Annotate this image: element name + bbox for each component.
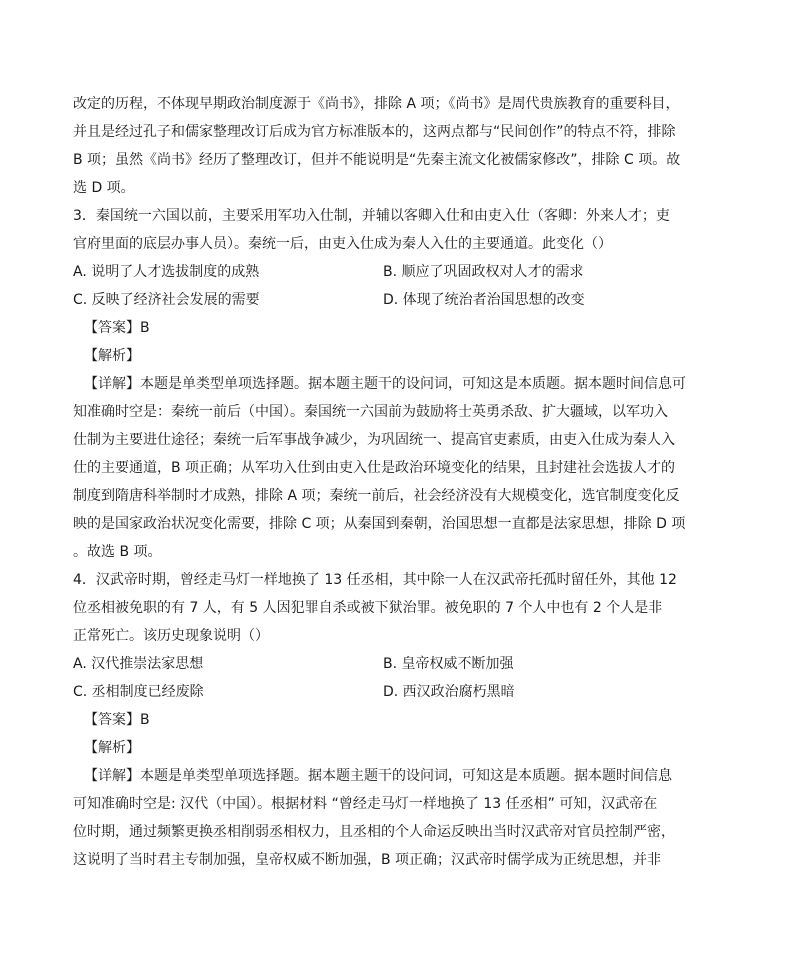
q3-detail-line: 制度到隋唐科举制时才成熟，排除 A 项；秦统一前后，社会经济没有大规模变化，选官制度变化反 — [73, 488, 680, 504]
paragraph-line: 改定的历程，不体现早期政治制度源于《尚书》，排除 A 项；《尚书》是周代贵族教育的重要科目， — [73, 96, 680, 112]
q3-answer: 【答案】B — [84, 320, 150, 336]
paragraph-line: 选 D 项。 — [73, 180, 135, 196]
question-3-stem: 3．秦国统一六国以前，主要采用军功入仕制，并辅以客卿入仕和由吏入仕（客卿：外来人才；吏 — [73, 208, 670, 224]
q4-option-b: B. 皇帝权威不断加强 — [383, 656, 514, 672]
q3-analysis-label: 【解析】 — [84, 348, 140, 364]
question-4-stem: 正常死亡。该历史现象说明（） — [73, 628, 269, 644]
q4-analysis-label: 【解析】 — [84, 740, 140, 756]
question-4-stem: 4．汉武帝时期，曾经走马灯一样地换了 13 任丞相，其中除一人在汉武帝托孤时留任外，其他 12 — [73, 572, 677, 588]
q3-detail-line: 仕制为主要进仕途径；秦统一后军事战争减少，为巩固统一、提高官吏素质，由吏入仕成为秦人入 — [73, 432, 675, 448]
q3-detail-line: 【详解】本题是单类型单项选择题。据本题主题干的设问词，可知这是本质题。据本题时间信息可 — [84, 376, 686, 392]
q4-option-c: C. 丞相制度已经废除 — [73, 684, 204, 700]
question-4-stem: 位丞相被免职的有 7 人，有 5 人因犯罪自杀或被下狱治罪。被免职的 7 个人中也有 2 个人是非 — [73, 600, 663, 616]
q3-option-a: A. 说明了人才选拔制度的成熟 — [73, 264, 260, 280]
q4-detail-line: 可知准确时空是: 汉代（中国）。根据材料 “曾经走马灯一样地换了 13 任丞相” 可知，汉武帝在 — [73, 796, 658, 812]
q4-detail-line: 【详解】本题是单类型单项选择题。据本题主题干的设问词，可知这是本质题。据本题时间信息 — [84, 768, 672, 784]
paragraph-line: 并且是经过孔子和儒家整理改订后成为官方标准版本的，这两点都与“民间创作”的特点不符，排除 — [73, 124, 676, 140]
q3-detail-line: 映的是国家政治状况变化需要，排除 C 项；从秦国到秦朝，治国思想一直都是法家思想，排除 D 项 — [73, 516, 686, 532]
q4-detail-line: 位时期，通过频繁更换丞相削弱丞相权力，且丞相的个人命运反映出当时汉武帝对官员控制严密， — [73, 824, 675, 840]
q4-detail-line: 这说明了当时君主专制加强，皇帝权威不断加强，B 项正确；汉武帝时儒学成为正统思想，并非 — [73, 852, 662, 868]
q3-detail-line: 。故选 B 项。 — [73, 544, 162, 560]
q4-answer: 【答案】B — [84, 712, 150, 728]
question-3-stem: 官府里面的底层办事人员）。秦统一后，由吏入仕成为秦人入仕的主要通道。此变化（） — [73, 236, 612, 252]
q3-option-b: B. 顺应了巩固政权对人才的需求 — [383, 264, 584, 280]
q3-option-c: C. 反映了经济社会发展的需要 — [73, 292, 260, 308]
paragraph-line: B 项；虽然《尚书》经历了整理改订，但并不能说明是“先秦主流文化被儒家修改”，排除 C 项。故 — [73, 152, 681, 168]
q3-detail-line: 知准确时空是：秦统一前后（中国）。秦国统一六国前为鼓励将士英勇杀敌、扩大疆域，以军功入 — [73, 404, 668, 420]
q3-detail-line: 仕的主要通道，B 项正确；从军功入仕到由吏入仕是政治环境变化的结果，且封建社会选拔人才的 — [73, 460, 676, 476]
q4-option-d: D. 西汉政治腐朽黑暗 — [383, 684, 515, 700]
q3-option-d: D. 体现了统治者治国思想的改变 — [383, 292, 585, 308]
q4-option-a: A. 汉代推崇法家思想 — [73, 656, 204, 672]
